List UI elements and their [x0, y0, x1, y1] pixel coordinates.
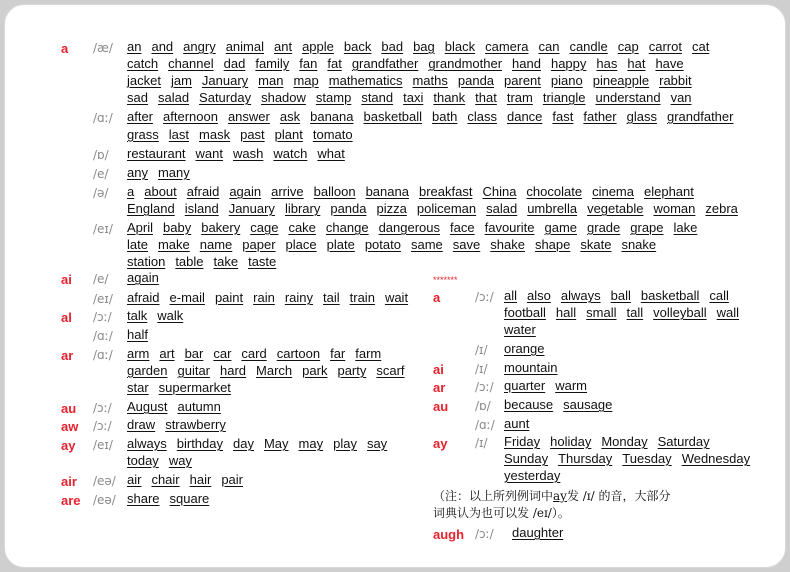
example-word: jam — [170, 73, 192, 88]
example-word: bag — [413, 39, 435, 54]
separator-stars: ******* — [433, 275, 458, 285]
example-word: make — [157, 237, 190, 252]
example-word: dangerous — [378, 220, 441, 235]
example-word: maths — [412, 73, 448, 88]
example-word: strawberry — [165, 417, 226, 432]
example-word: carrot — [648, 39, 682, 54]
example-word: because — [504, 397, 554, 412]
example-word: park — [302, 363, 328, 378]
example-word: birthday — [176, 436, 223, 451]
group-label-augh: augh — [433, 527, 465, 542]
footnote-text: 发 /ɪ/ 的音，大部分 — [566, 489, 671, 503]
example-word: paper — [242, 237, 276, 252]
example-word: ant — [274, 39, 293, 54]
example-word: want — [195, 146, 224, 161]
example-word: shake — [490, 237, 525, 252]
example-word: policeman — [416, 201, 477, 216]
ipa-i: /ɪ/ — [475, 362, 488, 376]
word-line — [127, 399, 231, 414]
example-word: dance — [506, 109, 543, 124]
ipa-o-long: /ɔː/ — [475, 290, 494, 304]
example-word: cartoon — [276, 346, 321, 361]
word-line — [127, 73, 702, 88]
example-word: hand — [512, 56, 541, 71]
example-word: star — [127, 380, 149, 395]
example-word: name — [199, 237, 233, 252]
word-line — [127, 146, 355, 161]
example-word: scarf — [376, 363, 405, 378]
example-word: aunt — [504, 416, 530, 431]
example-word: holiday — [550, 434, 592, 449]
example-word: table — [175, 254, 204, 269]
ipa-i: /ɪ/ — [475, 343, 488, 357]
example-word: hat — [627, 56, 646, 71]
ipa-ea: /eə/ — [93, 493, 116, 507]
word-line — [504, 468, 570, 483]
example-word: animal — [225, 39, 264, 54]
ipa-ei: /eɪ/ — [93, 438, 113, 452]
example-word: fast — [552, 109, 574, 124]
example-word: grape — [630, 220, 664, 235]
example-word: favourite — [484, 220, 535, 235]
example-word: apple — [302, 39, 334, 54]
ipa-o-long: /ɔː/ — [475, 380, 494, 394]
example-word: restaurant — [127, 146, 186, 161]
example-word: salad — [486, 201, 518, 216]
word-line — [127, 237, 666, 252]
example-word: plant — [274, 127, 303, 142]
ipa-o: /ɒ/ — [93, 148, 109, 162]
example-word: take — [213, 254, 239, 269]
example-word: family — [255, 56, 290, 71]
example-word: walk — [157, 308, 184, 323]
example-word: cage — [250, 220, 279, 235]
example-word: cat — [691, 39, 710, 54]
example-word: zebra — [705, 201, 738, 216]
word-line — [504, 322, 546, 337]
example-word: face — [450, 220, 475, 235]
example-word: stamp — [315, 90, 352, 105]
word-line — [127, 436, 397, 451]
example-word: may — [298, 436, 324, 451]
ipa-ae: /æ/ — [93, 41, 113, 55]
word-line — [127, 39, 719, 54]
example-word: channel — [168, 56, 214, 71]
example-word: half — [127, 327, 148, 342]
ipa-e: /e/ — [93, 167, 109, 181]
ipa-o: /ɒ/ — [475, 399, 491, 413]
group-label-are: are — [61, 493, 81, 508]
example-word: Monday — [601, 434, 648, 449]
example-word: again — [229, 184, 262, 199]
word-line — [127, 270, 169, 285]
example-word: grandfather — [351, 56, 419, 71]
example-word: always — [127, 436, 167, 451]
example-word: answer — [227, 109, 270, 124]
example-word: tail — [323, 290, 340, 305]
example-word: today — [127, 453, 159, 468]
ipa-ei: /eɪ/ — [93, 292, 113, 306]
example-word: way — [168, 453, 192, 468]
example-word: daughter — [512, 525, 564, 540]
group-label-ar: ar — [433, 380, 446, 395]
example-word: car — [213, 346, 232, 361]
example-word: taxi — [403, 90, 424, 105]
example-word: hard — [220, 363, 247, 378]
example-word: back — [343, 39, 372, 54]
example-word: about — [144, 184, 177, 199]
example-word: save — [452, 237, 481, 252]
example-word: also — [527, 288, 551, 303]
example-word: fat — [327, 56, 342, 71]
ipa-ei: /eɪ/ — [93, 222, 113, 236]
example-word: past — [240, 127, 265, 142]
example-word: mask — [199, 127, 231, 142]
example-word: grandfather — [666, 109, 734, 124]
example-word: dad — [223, 56, 246, 71]
word-line — [127, 56, 694, 71]
example-word: autumn — [177, 399, 221, 414]
word-line — [127, 472, 253, 487]
footnote-text: （注：以上所列例词中 — [433, 489, 554, 503]
example-word: mathematics — [328, 73, 403, 88]
example-word: yesterday — [504, 468, 561, 483]
word-line — [127, 165, 200, 180]
example-word: place — [285, 237, 317, 252]
example-word: arm — [127, 346, 150, 361]
example-word: what — [317, 146, 345, 161]
example-word: train — [349, 290, 375, 305]
example-word: say — [366, 436, 388, 451]
example-word: pair — [221, 472, 244, 487]
example-word: all — [504, 288, 518, 303]
example-word: breakfast — [418, 184, 473, 199]
example-word: far — [330, 346, 346, 361]
example-word: lake — [673, 220, 698, 235]
word-line — [127, 363, 415, 378]
group-label-a: a — [433, 290, 441, 305]
footnote — [433, 488, 753, 522]
example-word: baby — [163, 220, 192, 235]
example-word: jacket — [127, 73, 161, 88]
example-word: China — [482, 184, 517, 199]
example-word: May — [263, 436, 289, 451]
group-label-au: au — [61, 401, 77, 416]
example-word: water — [504, 322, 536, 337]
example-word: afraid — [127, 290, 160, 305]
word-line — [127, 254, 286, 269]
example-word: garden — [127, 363, 168, 378]
example-word: chocolate — [526, 184, 583, 199]
example-word: play — [333, 436, 357, 451]
example-word: April — [127, 220, 154, 235]
example-word: woman — [653, 201, 696, 216]
example-word: talk — [127, 308, 148, 323]
example-word: and — [151, 39, 174, 54]
group-label-al: al — [61, 310, 72, 325]
example-word: Saturday — [199, 90, 252, 105]
example-word: salad — [157, 90, 190, 105]
example-word: hall — [555, 305, 577, 320]
example-word: change — [325, 220, 369, 235]
example-word: father — [583, 109, 617, 124]
example-word: call — [709, 288, 729, 303]
example-word: van — [670, 90, 692, 105]
example-word: air — [127, 472, 142, 487]
example-word: an — [127, 39, 142, 54]
example-word: tram — [506, 90, 533, 105]
word-line — [504, 416, 539, 431]
example-word: parent — [504, 73, 541, 88]
example-word: Tuesday — [622, 451, 672, 466]
example-word: taste — [248, 254, 277, 269]
ipa-o-long: /ɔː/ — [93, 419, 112, 433]
ipa-i: /ɪ/ — [475, 436, 488, 450]
word-line — [504, 397, 622, 412]
example-word: supermarket — [158, 380, 231, 395]
word-line — [127, 90, 702, 105]
page-card — [4, 4, 786, 568]
word-line — [127, 453, 202, 468]
example-word: skate — [580, 237, 612, 252]
example-word: volleyball — [653, 305, 707, 320]
example-word: vegetable — [587, 201, 644, 216]
ipa-ea: /eə/ — [93, 474, 116, 488]
example-word: small — [586, 305, 617, 320]
example-word: plate — [326, 237, 355, 252]
example-word: quarter — [504, 378, 546, 393]
example-word: chair — [151, 472, 180, 487]
example-word: have — [655, 56, 684, 71]
example-word: snake — [621, 237, 657, 252]
word-line — [504, 378, 597, 393]
word-line — [127, 290, 418, 305]
example-word: England — [127, 201, 175, 216]
example-word: Friday — [504, 434, 541, 449]
example-word: bad — [381, 39, 404, 54]
example-word: grandmother — [428, 56, 503, 71]
example-word: angry — [183, 39, 216, 54]
example-word: farm — [355, 346, 382, 361]
example-word: elephant — [644, 184, 694, 199]
example-word: art — [159, 346, 175, 361]
word-line — [127, 380, 241, 395]
example-word: pineapple — [592, 73, 650, 88]
ipa-a-long: /ɑː/ — [475, 418, 495, 432]
example-word: basketball — [363, 109, 423, 124]
word-line — [127, 201, 748, 216]
example-word: same — [410, 237, 443, 252]
footnote-line-2: 词典认为也可以发 /eɪ/）。 — [433, 506, 570, 520]
example-word: Thursday — [558, 451, 613, 466]
example-word: can — [538, 39, 560, 54]
example-word: January — [228, 201, 275, 216]
example-word: fan — [299, 56, 318, 71]
example-word: bakery — [201, 220, 241, 235]
example-word: warm — [555, 378, 587, 393]
example-word: umbrella — [527, 201, 578, 216]
example-word: thank — [433, 90, 466, 105]
word-line — [127, 109, 743, 124]
example-word: cake — [288, 220, 316, 235]
group-label-au: au — [433, 399, 449, 414]
ipa-o-long: /ɔː/ — [93, 310, 112, 324]
example-word: map — [293, 73, 319, 88]
ipa-a-long: /ɑː/ — [93, 329, 113, 343]
example-word: potato — [364, 237, 401, 252]
example-word: party — [337, 363, 367, 378]
example-word: rainy — [284, 290, 314, 305]
example-word: January — [201, 73, 249, 88]
example-word: cap — [617, 39, 639, 54]
word-line — [127, 417, 236, 432]
example-word: day — [233, 436, 254, 451]
example-word: understand — [595, 90, 661, 105]
word-line — [504, 360, 567, 375]
word-line — [127, 220, 707, 235]
example-word: wait — [384, 290, 409, 305]
word-line — [127, 184, 704, 199]
example-word: game — [544, 220, 578, 235]
footnote-underlined: ay — [553, 489, 567, 503]
word-line — [127, 327, 158, 342]
example-word: that — [475, 90, 497, 105]
example-word: guitar — [177, 363, 211, 378]
example-word: man — [258, 73, 284, 88]
example-word: library — [284, 201, 321, 216]
example-word: piano — [550, 73, 583, 88]
example-word: shadow — [261, 90, 306, 105]
example-word: black — [444, 39, 476, 54]
word-line — [504, 451, 760, 466]
example-word: ask — [279, 109, 301, 124]
example-word: wash — [233, 146, 264, 161]
word-line — [127, 491, 219, 506]
example-word: shape — [534, 237, 571, 252]
example-word: rabbit — [659, 73, 692, 88]
example-word: Wednesday — [681, 451, 751, 466]
example-word: Sunday — [504, 451, 549, 466]
example-word: wall — [716, 305, 740, 320]
example-word: candle — [569, 39, 608, 54]
example-word: hair — [189, 472, 212, 487]
group-label-a: a — [61, 41, 69, 56]
example-word: bar — [184, 346, 204, 361]
example-word: camera — [485, 39, 529, 54]
example-word: has — [596, 56, 618, 71]
example-word: tomato — [312, 127, 353, 142]
example-word: any — [127, 165, 148, 180]
example-word: watch — [273, 146, 308, 161]
example-word: panda — [457, 73, 495, 88]
example-word: Saturday — [657, 434, 710, 449]
example-word: banana — [310, 109, 354, 124]
example-word: balloon — [313, 184, 356, 199]
example-word: mountain — [504, 360, 558, 375]
word-line — [504, 305, 749, 320]
word-line — [504, 341, 554, 356]
group-label-ai: ai — [61, 272, 72, 287]
example-word: orange — [504, 341, 545, 356]
example-word: class — [467, 109, 497, 124]
example-word: grade — [587, 220, 621, 235]
example-word: late — [127, 237, 148, 252]
example-word: happy — [550, 56, 587, 71]
example-word: sausage — [563, 397, 613, 412]
ipa-a-long: /ɑː/ — [93, 348, 113, 362]
example-word: basketball — [640, 288, 700, 303]
example-word: island — [184, 201, 219, 216]
example-word: tall — [626, 305, 644, 320]
example-word: banana — [365, 184, 409, 199]
example-word: draw — [127, 417, 156, 432]
example-word: last — [168, 127, 190, 142]
example-word: catch — [127, 56, 159, 71]
example-word: afternoon — [163, 109, 218, 124]
example-word: many — [157, 165, 190, 180]
ipa-schwa: /ə/ — [93, 186, 109, 200]
ipa-a-long: /ɑː/ — [93, 111, 113, 125]
example-word: after — [127, 109, 154, 124]
example-word: August — [127, 399, 168, 414]
example-word: e-mail — [169, 290, 205, 305]
group-label-aw: aw — [61, 419, 79, 434]
footnote-line-1 — [433, 488, 753, 505]
example-word: share — [127, 491, 160, 506]
ipa-e: /e/ — [93, 272, 109, 286]
example-word: paint — [214, 290, 244, 305]
example-word: a — [127, 184, 135, 199]
ipa-o-long: /ɔː/ — [475, 527, 494, 541]
example-word: ball — [610, 288, 631, 303]
group-label-air: air — [61, 474, 77, 489]
example-word: again — [127, 270, 159, 285]
word-line — [512, 525, 573, 540]
example-word: rain — [253, 290, 275, 305]
group-label-ay: ay — [61, 438, 76, 453]
example-word: pizza — [376, 201, 407, 216]
example-word: arrive — [271, 184, 304, 199]
example-word: bath — [432, 109, 458, 124]
example-word: grass — [127, 127, 159, 142]
example-word: March — [256, 363, 293, 378]
example-word: cinema — [592, 184, 634, 199]
example-word: sad — [127, 90, 148, 105]
example-word: glass — [626, 109, 657, 124]
example-word: afraid — [186, 184, 220, 199]
word-line — [127, 346, 391, 361]
ipa-o-long: /ɔː/ — [93, 401, 112, 415]
group-label-ai: ai — [433, 362, 444, 377]
example-word: stand — [361, 90, 394, 105]
group-label-ay: ay — [433, 436, 448, 451]
example-word: station — [127, 254, 166, 269]
example-word: triangle — [542, 90, 586, 105]
example-word: always — [560, 288, 601, 303]
group-label-ar: ar — [61, 348, 74, 363]
word-line — [504, 288, 739, 303]
example-word: card — [241, 346, 267, 361]
example-word: football — [504, 305, 546, 320]
example-word: square — [169, 491, 210, 506]
word-line — [504, 434, 720, 449]
example-word: panda — [330, 201, 367, 216]
word-line — [127, 127, 363, 142]
word-line — [127, 308, 193, 323]
